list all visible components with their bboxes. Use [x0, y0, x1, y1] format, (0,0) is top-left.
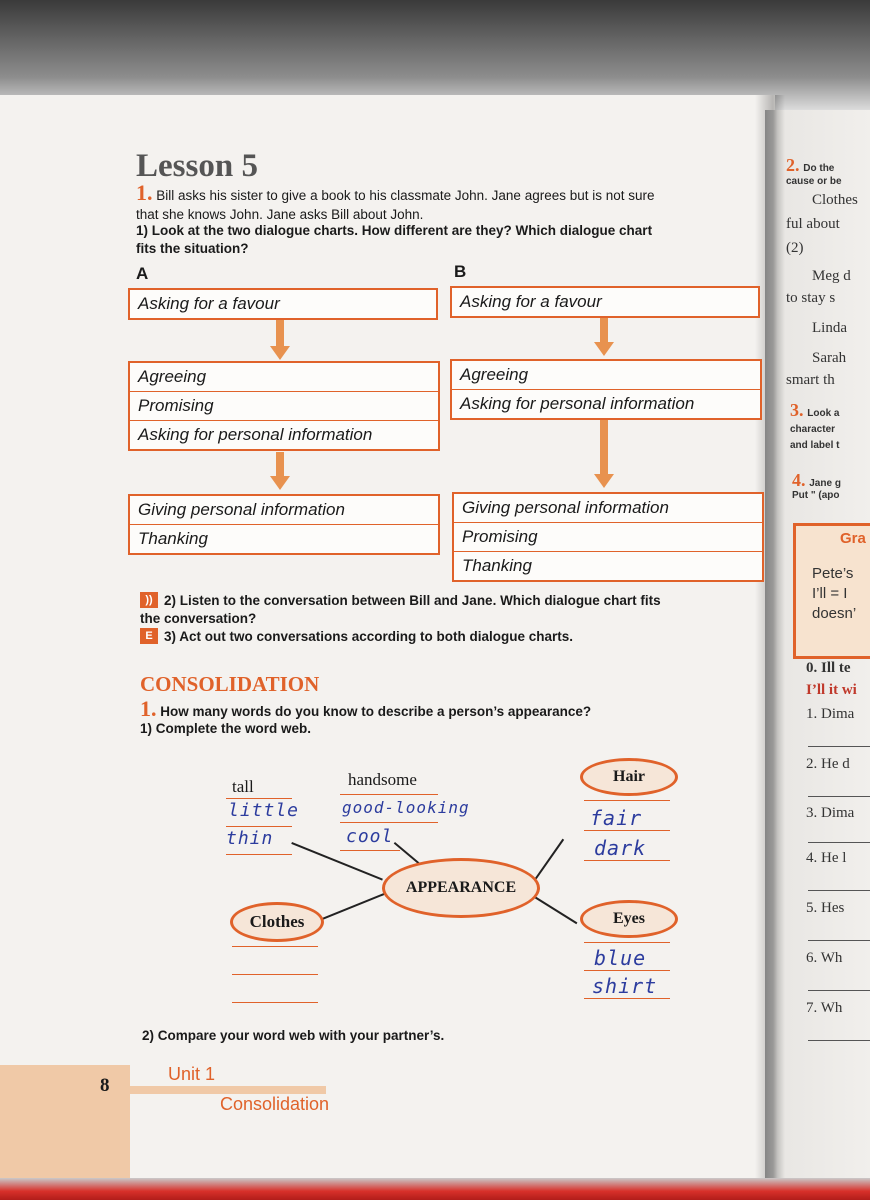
- task1-q3: 3) Act out two conversations according to both dialogue charts.: [164, 629, 574, 644]
- answer-line: [232, 974, 318, 975]
- hair-node: Hair: [580, 758, 678, 796]
- right-task4-num: 4.: [792, 470, 806, 490]
- consolidation-task1-question: How many words do you know to describe a person’s appearance?: [160, 704, 592, 719]
- right-item: 3. Dima: [806, 805, 855, 821]
- eyes-node: Eyes: [580, 900, 678, 938]
- right-task4: [792, 470, 841, 491]
- consolidation-sub2: 2) Compare your word web with your partner’s.: [142, 1028, 445, 1043]
- answer-line: [340, 822, 438, 823]
- right-ful-about: ful about: [786, 216, 840, 232]
- chart-b-row: Asking for a favour: [460, 292, 602, 311]
- chart-a-box-2: [128, 361, 440, 451]
- handwritten-answer: blue: [594, 946, 647, 970]
- consolidation-sub1: 1) Complete the word web.: [140, 721, 312, 736]
- chart-b-box-1: [450, 286, 760, 318]
- chart-a-box-3: [128, 494, 440, 555]
- chart-b-label: B: [454, 262, 467, 281]
- task1-q2-line2: the conversation?: [140, 611, 257, 626]
- right-rule: [808, 1040, 870, 1041]
- right-p2: (2): [786, 240, 804, 256]
- answer-line: [226, 798, 292, 799]
- footer-rule: [130, 1086, 326, 1094]
- answer-line: [232, 946, 318, 947]
- right-item: 1. Dima: [806, 706, 855, 722]
- answer-line: [584, 800, 670, 801]
- right-linda: Linda: [812, 320, 847, 336]
- clothes-node: Clothes: [230, 902, 324, 942]
- right-example: 0. Ill te: [806, 660, 851, 676]
- web-word-tall: tall: [232, 777, 254, 796]
- right-item: 6. Wh: [806, 950, 843, 966]
- task1-text-line2: that she knows John. Jane asks Bill about John.: [136, 207, 424, 222]
- chart-a-label: A: [136, 264, 149, 283]
- right-rule: [808, 940, 870, 941]
- right-sarah: Sarah: [812, 350, 847, 366]
- chart-b-box-2: [450, 359, 762, 420]
- grammar-title: Gra: [840, 530, 866, 547]
- handwritten-answer: little: [228, 800, 300, 821]
- right-task3-num: 3.: [790, 400, 804, 420]
- right-task2-text1: Do the: [803, 163, 835, 174]
- right-item: 2. He d: [806, 756, 850, 772]
- right-task4-text2: Put " (apo: [792, 490, 840, 501]
- right-item: 7. Wh: [806, 1000, 843, 1016]
- right-rule: [808, 990, 870, 991]
- chart-b-row: Agreeing: [452, 361, 760, 390]
- book-gutter: [755, 95, 785, 1200]
- footer-unit: Unit 1: [168, 1064, 216, 1084]
- right-rule: [808, 890, 870, 891]
- audio-icon: )): [140, 592, 158, 608]
- answer-line: [340, 794, 438, 795]
- footer-band: [0, 1065, 130, 1178]
- answer-line: [340, 850, 400, 851]
- page-number: 8: [100, 1075, 110, 1096]
- chart-b-arrow-2: [600, 420, 608, 476]
- handwritten-answer: cool: [346, 826, 394, 847]
- chart-a-row: Asking for personal information: [138, 425, 373, 444]
- consolidation-task1: [140, 696, 592, 721]
- appearance-node: APPEARANCE: [382, 858, 540, 918]
- answer-line: [584, 860, 670, 861]
- task1-q2-line1: 2) Listen to the conversation between Bill and Jane. Which dialogue chart fits: [164, 593, 661, 608]
- task1-text-line1: Bill asks his sister to give a book to his classmate John. Jane agrees but is not sure: [156, 188, 655, 203]
- handwritten-answer: thin: [226, 828, 274, 849]
- task1-number: 1.: [136, 180, 153, 205]
- top-shadow: [0, 0, 870, 110]
- web-word-handsome: handsome: [348, 770, 417, 789]
- consolidation-heading: CONSOLIDATION: [140, 672, 320, 696]
- task1-q1-line1: 1) Look at the two dialogue charts. How different are they? Which dialogue chart: [136, 223, 653, 238]
- right-smart: smart th: [786, 372, 835, 388]
- task1-q1-line2: fits the situation?: [136, 241, 249, 256]
- chart-a-box-1: [128, 288, 438, 320]
- chart-a-arrow-2: [276, 452, 284, 478]
- chart-b-row: Giving personal information: [454, 494, 762, 523]
- answer-line: [584, 942, 670, 943]
- answer-line: [226, 826, 292, 827]
- right-task4-text1: Jane g: [809, 478, 841, 489]
- answer-line: [584, 830, 670, 831]
- answer-line: [232, 1002, 318, 1003]
- chart-a-row: Giving personal information: [130, 496, 438, 525]
- task1-intro: [136, 180, 766, 205]
- right-rule: [808, 746, 870, 747]
- right-rule: [808, 842, 870, 843]
- right-task2-text2: cause or be: [786, 176, 842, 187]
- chart-b-arrow-1: [600, 318, 608, 344]
- right-meg: Meg d: [812, 268, 851, 284]
- chart-b-row: Asking for personal information: [460, 394, 695, 413]
- consolidation-task1-number: 1.: [140, 696, 157, 721]
- right-task3-text2: character: [790, 424, 836, 435]
- handwritten-answer: fair: [590, 806, 643, 830]
- chart-a-arrow-1: [276, 320, 284, 348]
- answer-line: [226, 854, 292, 855]
- chart-a-row: Agreeing: [130, 363, 438, 392]
- page-title: Lesson 5: [136, 148, 258, 184]
- right-task3-text3: and label t: [790, 440, 840, 451]
- chart-a-row: Promising: [130, 392, 438, 421]
- handwritten-answer: dark: [594, 836, 647, 860]
- grammar-petes: Pete’s: [812, 565, 854, 582]
- chart-a-row: Thanking: [138, 529, 208, 548]
- chart-b-box-3: [452, 492, 764, 582]
- footer-section: Consolidation: [220, 1094, 330, 1114]
- grammar-ill: I’ll = I: [812, 585, 848, 602]
- right-task2-number: [786, 155, 834, 176]
- right-task2-num: 2.: [786, 155, 800, 175]
- handwritten-answer: good-looking: [342, 798, 470, 817]
- chart-b-row: Promising: [454, 523, 762, 552]
- right-item: 4. He l: [806, 850, 847, 866]
- right-example-answer: I’ll it wi: [806, 682, 857, 698]
- answer-line: [584, 998, 670, 999]
- chart-a-row: Asking for a favour: [138, 294, 280, 313]
- right-task3: [790, 400, 839, 421]
- right-task3-text1: Look a: [807, 408, 840, 419]
- answer-line: [584, 970, 670, 971]
- right-clothes: Clothes: [812, 192, 858, 208]
- red-edge: [0, 1178, 870, 1200]
- right-stay: to stay s: [786, 290, 836, 306]
- grammar-doesnt: doesn’: [812, 605, 857, 622]
- right-rule: [808, 796, 870, 797]
- right-item: 5. Hes: [806, 900, 845, 916]
- handwritten-answer: shirt: [592, 974, 658, 998]
- chart-b-row: Thanking: [462, 556, 532, 575]
- speaking-icon: E: [140, 628, 158, 644]
